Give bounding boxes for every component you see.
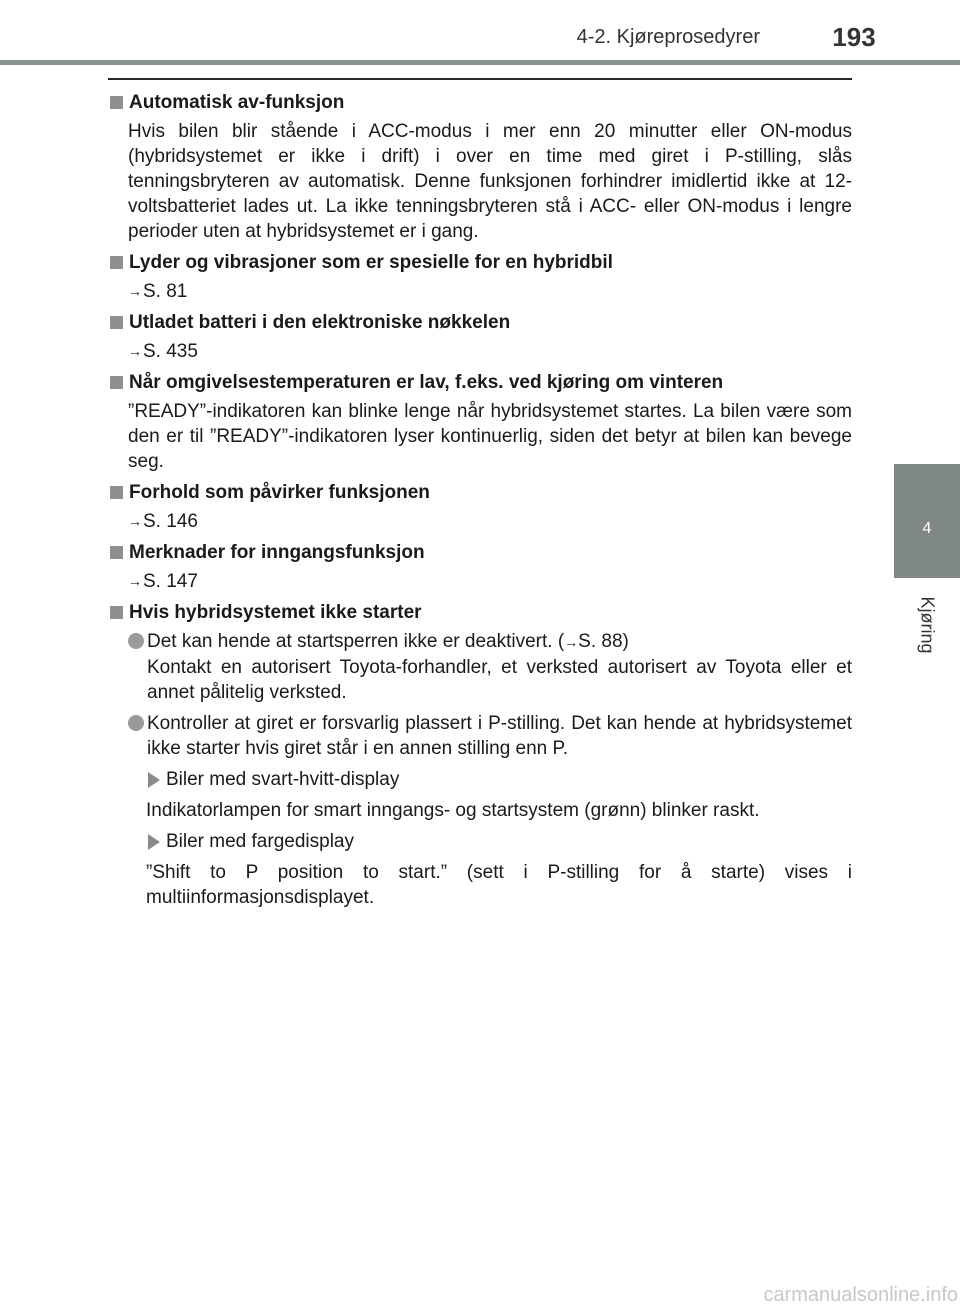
section-title: Automatisk av-funksjon	[129, 92, 345, 113]
arrow-icon: →	[128, 283, 142, 299]
square-bullet-icon	[110, 546, 123, 559]
chapter-tab-number: 4	[922, 520, 932, 537]
arrow-icon: →	[564, 634, 579, 650]
arrow-icon: →	[128, 343, 142, 359]
section-auto-off	[108, 90, 852, 244]
section-conditions	[108, 480, 852, 534]
section-sounds	[108, 250, 852, 304]
list-item: Kontroller at giret er forsvarlig plassert i P-stilling. Det kan hende at hybridsystemet ikke starter hvis giret står i en annen stilling enn P.	[128, 711, 852, 761]
square-bullet-icon	[110, 486, 123, 499]
section-title: Hvis hybridsystemet ikke starter	[129, 602, 422, 623]
triangle-bullet-icon	[148, 772, 160, 788]
section-key-battery	[108, 310, 852, 364]
page-reference-link[interactable]: S. 88)	[578, 631, 629, 652]
section-no-start	[108, 600, 852, 910]
chapter-section-title: 4-2. Kjøreprosedyrer	[576, 26, 760, 48]
section-entry-notes	[108, 540, 852, 594]
page-number: 193	[832, 22, 876, 52]
header-rule	[0, 60, 960, 65]
page-reference-link[interactable]: S. 81	[143, 281, 188, 302]
page-reference-link[interactable]: S. 146	[143, 511, 198, 532]
section-title: Utladet batteri i den elektroniske nøkkelen	[129, 312, 511, 333]
section-title: Når omgivelsestemperaturen er lav, f.eks. ved kjøring om vinteren	[129, 372, 724, 393]
round-bullet-icon	[128, 633, 144, 649]
section-title: Merknader for inngangsfunksjon	[129, 542, 425, 563]
sub-item: Biler med fargedisplay	[146, 829, 852, 854]
triangle-bullet-icon	[148, 834, 160, 850]
round-bullet-icon	[128, 715, 144, 731]
square-bullet-icon	[110, 606, 123, 619]
section-title: Forhold som påvirker funksjonen	[129, 482, 430, 503]
page-reference-link[interactable]: S. 147	[143, 571, 198, 592]
sub-item-body: Indikatorlampen for smart inngangs- og startsystem (grønn) blinker raskt.	[146, 800, 760, 821]
section-low-temp	[108, 370, 852, 474]
sub-item-body: ”Shift to P position to start.” (sett i P-stilling for å starte) vises i multiinformasjonsdisplayet.	[146, 862, 852, 908]
list-item: Det kan hende at startsperren ikke er deaktivert. (→S. 88) Kontakt en autorisert Toyota-forhandler, et verksted autorisert av Toyota eller et annet pålitelig verksted.	[128, 629, 852, 705]
watermark: carmanualsonline.info	[763, 1284, 958, 1306]
content-top-rule	[108, 78, 852, 80]
square-bullet-icon	[110, 256, 123, 269]
page-reference-link[interactable]: S. 435	[143, 341, 198, 362]
section-title: Lyder og vibrasjoner som er spesielle for en hybridbil	[129, 252, 613, 273]
page-content	[108, 90, 852, 916]
square-bullet-icon	[110, 96, 123, 109]
square-bullet-icon	[110, 316, 123, 329]
chapter-tab-label: Kjøring	[917, 596, 938, 654]
square-bullet-icon	[110, 376, 123, 389]
sub-item: Biler med svart-hvitt-display	[146, 767, 852, 792]
arrow-icon: →	[128, 513, 142, 529]
arrow-icon: →	[128, 573, 142, 589]
section-body: ”READY”-indikatoren kan blinke lenge når hybridsystemet startes. La bilen være som den er til ”READY”-indikatoren lyser kontinuerlig, siden det betyr at bilen kan bevege seg.	[128, 401, 852, 472]
section-body: Hvis bilen blir stående i ACC-modus i mer enn 20 minutter eller ON-modus (hybridsystemet er ikke i drift) i over en time med giret i P-stilling, slås tenningsbryteren av automatisk. Denne funksjonen forhindrer imidlertid ikke at 12-voltsbatteriet lades ut. La ikke tenningsbryteren stå i ACC- eller ON-modus i lengre perioder uten at hybridsystemet er i gang.	[128, 121, 852, 242]
